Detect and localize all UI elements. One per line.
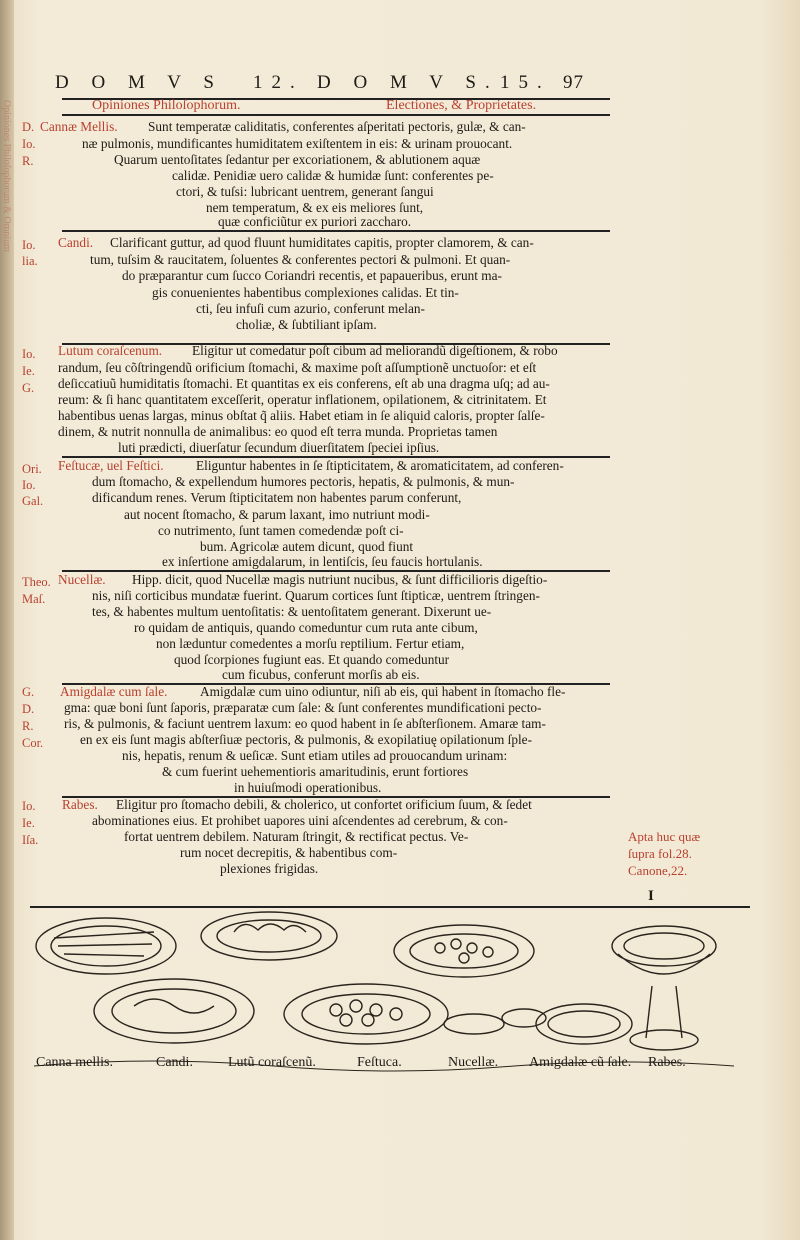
header-number-right: 15.	[500, 72, 551, 93]
text-line: næ pulmonis, mundificantes humiditatem exiſtentem in eis: & urinam prouocant.	[82, 136, 513, 151]
text-line: Quarum uentoſitates ſedantur per excoriationem, & ablutionem aquæ	[114, 152, 481, 167]
section-keyword: Nucellæ.	[58, 572, 106, 587]
text-line: co nutrimento, ſunt tamen comedendæ poſt ci-	[158, 523, 404, 538]
text-line: & cum fuerint uehementioris amaritudinis, erunt fortiores	[162, 764, 469, 779]
dish-lutum	[94, 979, 254, 1043]
text-line: fortat uentrem debilem. Naturam ſtringit, & rectificat pectus. Ve-	[124, 829, 469, 844]
text-line: ro quidam de antiquis, quando comeduntur cum ruta ante cibum,	[134, 620, 478, 635]
text-line: ctori, & tuſsi: lubricant uentrem, generant ſangui	[176, 184, 434, 199]
caption-amigdalae: Amigdalæ cũ ſale.	[529, 1055, 632, 1070]
text-line: tum, tuſsim & raucitatem, ſoluentes & conferentes pectori & pulmoni. Et quan-	[90, 252, 511, 267]
text-line: Eligitur pro ſtomacho debili, & cholerico, ut confortet orificium ſuum, & ſedet	[116, 797, 532, 812]
margin-note-line: ſupra fol.28.	[628, 846, 692, 861]
page-number: 97	[563, 72, 584, 93]
text-line: aut nocent ſtomacho, & parum laxant, imo nutriunt modi-	[124, 507, 430, 522]
section-keyword: Rabes.	[62, 797, 98, 812]
text-line: randum, ſeu cõſtringendũ orificium ſtomachi, & maxime poſt aſſumptionẽ unctuoſor: et eſt	[58, 360, 537, 375]
margin-author: Iſa.	[22, 833, 39, 847]
text-line: Eligitur ut comedatur poſt cibum ad meliorandũ digeſtionem, & robo	[192, 343, 558, 358]
text-line: in huiuſmodi operationibus.	[234, 780, 382, 795]
text-line: do præparantur cum ſucco Coriandri recentis, et papaueribus, erunt ma-	[122, 268, 502, 283]
margin-author: Io.	[22, 238, 36, 252]
header-word-left: D O M V S	[55, 72, 223, 93]
text-line: reum: & ſi hanc quantitatem exceſſerit, operatur inflationem, opilationem, & citrinitatem. Et	[58, 392, 547, 407]
text-line: dificandum renes. Verum ſtipticitatem non habentes parum conferunt,	[92, 490, 462, 505]
margin-note-line: Apta huc quæ	[628, 829, 701, 844]
margin-author: R.	[22, 719, 34, 733]
text-line: non læduntur comedentes a morſu reptilium. Fertur etiam,	[156, 636, 465, 651]
text-line: nis, hepatis, renum & ueſicæ. Sunt etiam utiles ad prouocandum urinam:	[122, 748, 508, 763]
margin-author: Io.	[22, 347, 36, 361]
margin-author: Io.	[22, 799, 36, 813]
margin-author: G.	[22, 685, 35, 699]
text-line: nem temperatum, & ex eis meliores ſunt,	[206, 200, 424, 215]
text-line: Clarificant guttur, ad quod fluunt humiditates capitis, propter clamorem, & can-	[110, 235, 534, 250]
text-line: Hipp. dicit, quod Nucellæ magis nutriunt nucibus, & ſunt difficilioris digeſtio-	[132, 572, 548, 587]
text-line: calidæ. Penidiæ uero calidæ & humidæ ſunt: conferentes pe-	[172, 168, 494, 183]
section-keyword: Amigdalæ cum ſale.	[60, 684, 168, 699]
text-line: abominationes eius. Et prohibet uapores uini aſcendentes ad cerebrum, & con-	[92, 813, 508, 828]
text-line: ris, & pulmonis, & faciunt uentrem laxum: eo quod habent in ſe abſterſionem. Amaræ tam-	[64, 716, 546, 731]
dish-candi	[201, 912, 337, 960]
text-line: Amigdalæ cum uino odiuntur, niſi ab eis, qui habent in ſtomacho fle-	[200, 684, 566, 699]
text-line: plexiones frigidas.	[220, 861, 319, 876]
margin-author: R.	[22, 154, 34, 168]
section-keyword: Cannæ Mellis.	[40, 119, 118, 134]
running-header	[55, 72, 600, 98]
text-line: tes, & habentes multum uentoſitatis: & uentoſitatem generant. Dixerunt ue-	[92, 604, 492, 619]
title-rule	[62, 114, 610, 116]
text-line: ex inſertione amigdalarum, in lentiſcis, ſeu faucis hortulanis.	[162, 554, 483, 569]
margin-author: D.	[22, 120, 35, 134]
text-line: quod ſcorpiones fugiunt eas. Et quando comeduntur	[174, 652, 450, 667]
side-bleed-text: Opiniones Philoſophorum & Omnium	[1, 100, 12, 252]
text-line: bum. Agricolæ autem dicunt, quod fiunt	[200, 539, 414, 554]
signature-mark: I	[648, 888, 654, 904]
margin-author: Gal.	[22, 494, 44, 508]
dish-rabes	[612, 926, 716, 1050]
section-rule	[62, 230, 610, 232]
margin-note-line: Canone,22.	[628, 863, 688, 878]
caption-lutum: Lutũ coraſcenũ.	[228, 1055, 316, 1070]
text-line: luti prædicti, diuerſatur ſecundum diuerſitatem ſpeciei ipſius.	[118, 440, 440, 455]
margin-author: lia.	[22, 254, 38, 268]
text-line: quæ conficiũtur ex puriori zaccharo.	[218, 214, 412, 229]
caption-candi: Candi.	[156, 1055, 193, 1070]
header-word-right: D O M V S.	[317, 72, 499, 93]
margin-author: Io.	[22, 137, 36, 151]
text-line: nis, niſi corticibus mundatæ fuerint. Quarum cortices ſunt ſtipticæ, uentrem ſtringen-	[92, 588, 540, 603]
header-number-left: 12.	[253, 72, 304, 93]
dish-festuca	[284, 984, 448, 1044]
text-line: cti, ſeu infuſi cum azurio, conferunt melan-	[196, 301, 425, 316]
margin-author: G.	[22, 381, 35, 395]
dish-nucellae	[394, 925, 534, 977]
margin-author: Cor.	[22, 736, 44, 750]
text-line: Eliguntur habentes in ſe ſtipticitatem, & aromaticitatem, ad conferen-	[196, 458, 564, 473]
caption-nucellae: Nucellæ.	[448, 1055, 499, 1070]
caption-festuca: Feſtuca.	[357, 1055, 402, 1070]
section-keyword: Candi.	[58, 235, 94, 250]
text-line: deſiccatiuũ humiditatis ſtomachi. Et quantitas ex eis conferens, eſt ab una dragma uſq; ad au-	[58, 376, 550, 391]
text-line: gma: quæ boni ſunt ſaporis, præparatæ cum ſale: & ſunt conferentes mundificationi pecto-	[64, 700, 542, 715]
woodcut-illustration	[24, 906, 744, 1076]
text-line: dinem, & nutrit nonnulla de animalibus: eo quod eſt terra munda. Proprietas tamen	[58, 424, 498, 439]
text-line: habentibus uenas largas, minus obſtat q̃ aliis. Habet etiam in ſe aliquid caloris, propter ſalſe-	[58, 408, 545, 423]
margin-author: Maſ.	[22, 592, 46, 606]
text-line: dum ſtomacho, & expellendum humores pectoris, hepatis, & pulmonis, & mun-	[92, 474, 515, 489]
text-line: choliæ, & ſubtiliant ipſam.	[236, 317, 377, 332]
section-keyword: Feſtucæ, uel Feſtici.	[58, 458, 164, 473]
caption-rabes: Rabes.	[648, 1055, 686, 1070]
margin-author: Theo.	[22, 575, 51, 589]
margin-author: Ie.	[22, 364, 35, 378]
column-title-left: Opiniones Philoſophorum.	[92, 98, 241, 113]
text-line: Sunt temperatæ caliditatis, conferentes aſperitati pectoris, gulæ, & can-	[148, 119, 526, 134]
section-keyword: Lutum coraſcenum.	[58, 343, 163, 358]
text-line: gis conuenientes habentibus complexiones calidas. Et tin-	[152, 285, 459, 300]
margin-author: Ie.	[22, 816, 35, 830]
margin-author: Io.	[22, 478, 36, 492]
dish-canna-mellis	[36, 918, 176, 974]
column-title-right: Electiones, & Proprietates.	[386, 98, 537, 113]
text-line: rum nocet decrepitis, & habentibus com-	[180, 845, 398, 860]
text-line: cum ficubus, conferunt morſis ab eis.	[222, 667, 420, 682]
margin-author: D.	[22, 702, 35, 716]
text-line: en ex eis ſunt magis abſterſiuæ pectoris, & pulmonis, & exopilatiuę opilationum ſple-	[80, 732, 533, 747]
margin-author: Ori.	[22, 462, 42, 476]
caption-canna-mellis: Canna mellis.	[36, 1055, 113, 1070]
dish-amigdalae	[444, 1004, 632, 1044]
